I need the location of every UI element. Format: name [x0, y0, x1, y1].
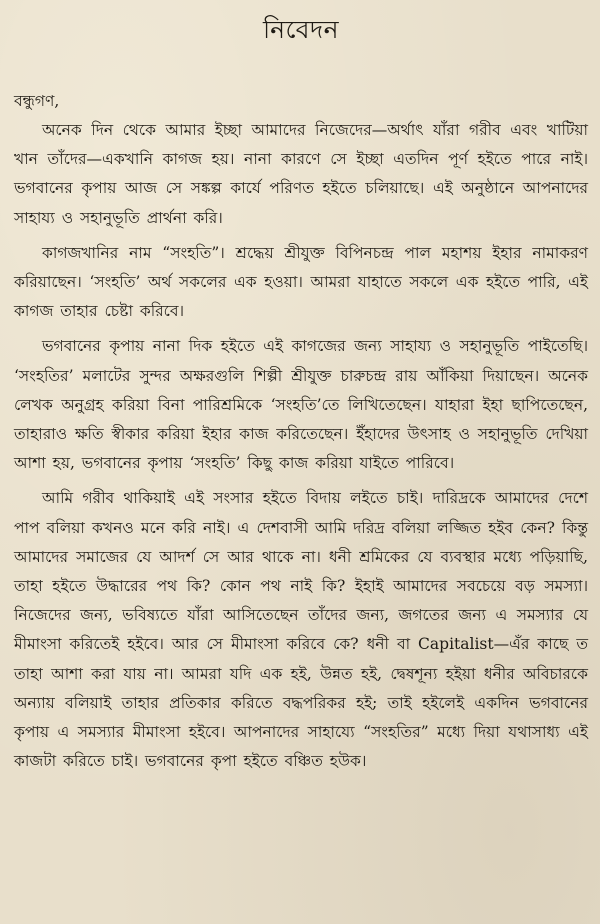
paragraph-3: ভগবানের কৃপায় নানা দিক হইতে এই কাগজের জন্য সাহায্য ও সহানুভূতি পাইতেছি। ‘সংহতির’ মলাটের সুন্দর অক্ষরগুলি শিল্পী শ্রীযুক্ত চারুচন্দ্র রায় আঁকিয়া দিয়াছেন। অনেক লেখক অনুগ্রহ করিয়া বিনা পারিশ্রমিকে ‘সংহতি’তে লিখিতেছেন। যাহারা ইহা ছাপিতেছেন, তাহারাও ক্ষতি স্বীকার করিয়া ইহার কাজ করিতেছেন। ইঁহাদের উৎসাহ ও সহানুভূতি দেখিয়া আশা হয়, ভগবানের কৃপায় ‘সংহতি’ কিছু কাজ করিয়া যাইতে পারিবে।: [14, 337, 588, 473]
paragraph-1: অনেক দিন থেকে আমার ইচ্ছা আমাদের নিজেদের—অর্থাৎ যাঁরা গরীব এবং খাটিয়া খান তাঁদের—একখানি কাগজ হয়। নানা কারণে সে ইচ্ছা এতদিন পূর্ণ হইতে পারে নাই। ভগবানের কৃপায় আজ সে সঙ্কল্প কার্যে পরিণত হইতে চলিয়াছে। এই অনুষ্ঠানে আপনাদের সাহায্য ও সহানুভূতি প্রার্থনা করি।: [14, 121, 588, 227]
salutation: বন্ধুগণ,: [14, 92, 60, 110]
page-title: নিবেদন: [262, 15, 340, 44]
paragraph-4: আমি গরীব থাকিয়াই এই সংসার হইতে বিদায় লইতে চাই। দারিদ্রকে আমাদের দেশে পাপ বলিয়া কখনও মনে করি নাই। এ দেশবাসী আমি দরিদ্র বলিয়া লজ্জিত হইব কেন? কিন্তু আমাদের সমাজের যে আদর্শ সে আর থাকে না। ধনী শ্রমিকের যে ব্যবস্থার মধ্যে পড়িয়াছি, তাহা হইতে উদ্ধারের পথ কি? কোন পথ নাই কি? ইহাই আমাদের সবচেয়ে বড় সমস্যা। নিজেদের জন্য, ভবিষ্যতে যাঁরা আসিতেছেন তাঁদের জন্য, জগতের জন্য এ সমস্যার যে মীমাংসা করিতেই হইবে। আর সে মীমাংসা করিবে কে? ধনী বা Capitalist—এঁর কাছে ত তাহা আশা করা যায় না। আমরা যদি এক হই, উন্নত হই, দ্বেষশূন্য হইয়া ধনীর অবিচারকে অন্যায় বলিয়াই তাহার প্রতিকার করিতে বদ্ধপরিকর হই; তাই হইলেই একদিন ভগবানের কৃপায় এ সমস্যার মীমাংসা হইবে। আপনাদের সাহায্যে “সংহতির” মধ্যে দিয়া যথাসাধ্য এই কাজটা করিতে চাই। ভগবানের কৃপা হইতে বঞ্চিত হউক।: [14, 489, 588, 771]
paragraph-2: কাগজখানির নাম “সংহতি”। শ্রদ্ধেয় শ্রীযুক্ত বিপিনচন্দ্র পাল মহাশয় ইহার নামাকরণ করিয়াছেন। ‘সংহতি’ অর্থ সকলের এক হওয়া। আমরা যাহাতে সকলে এক হইতে পারি, এই কাগজ তাহার চেষ্টা করিবে।: [14, 243, 588, 321]
